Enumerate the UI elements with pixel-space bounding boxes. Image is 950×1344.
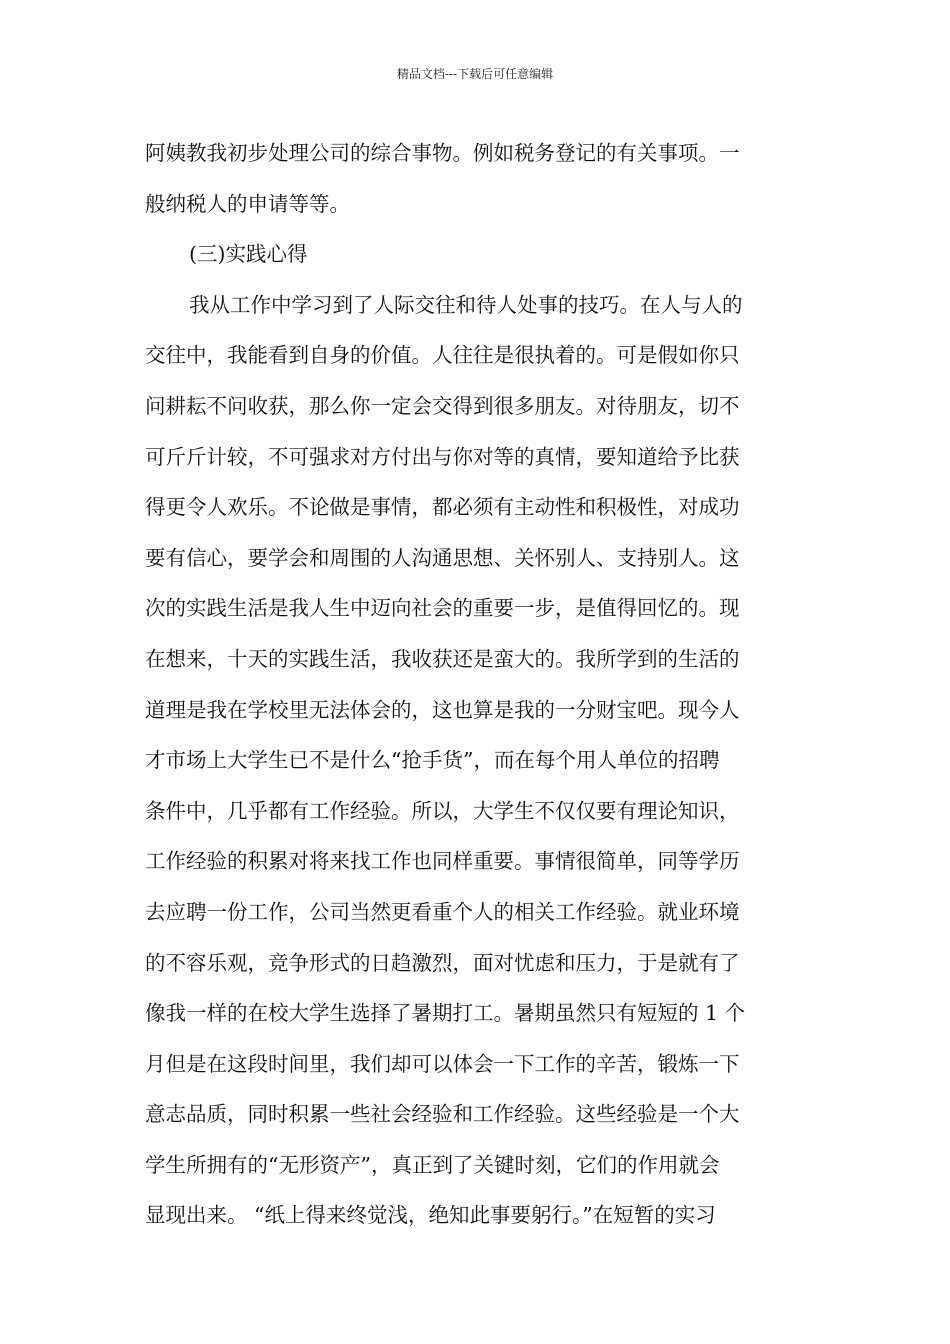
text-line: 条件中，几乎都有工作经验。所以，大学生不仅仅要有理论知识， — [145, 798, 740, 823]
text-line: 在想来，十天的实践生活，我收获还是蛮大的。我所学到的生活的 — [145, 646, 740, 671]
text-line: 阿姨教我初步处理公司的综合事物。例如税务登记的有关事项。一 — [145, 141, 740, 165]
text-line: 工作经验的积累对将来找工作也同样重要。事情很简单，同等学历 — [145, 849, 740, 874]
text-line: 得更令人欢乐。不论做是事情，都必须有主动性和积极性，对成功 — [145, 495, 740, 520]
text-line: 学生所拥有的“无形资产”，真正到了关键时刻，它们的作用就会 — [145, 1152, 720, 1177]
paragraph-first-line: 我从工作中学习到了人际交往和待人处事的技巧。在人与人的 — [189, 292, 743, 317]
text-line: 道理是我在学校里无法体会的，这也算是我的一分财宝吧。现今人 — [145, 697, 740, 722]
text-line: 意志品质，同时积累一些社会经验和工作经验。这些经验是一个大 — [145, 1102, 740, 1127]
text-line: 问耕耘不问收获，那么你一定会交得到很多朋友。对待朋友，切不 — [145, 393, 740, 418]
text-line: 月但是在这段时间里，我们却可以体会一下工作的辛苦，锻炼一下 — [145, 1051, 740, 1076]
text-line: 去应聘一份工作，公司当然更看重个人的相关工作经验。就业环境 — [145, 899, 740, 924]
text-line: 的不容乐观，竞争形式的日趋激烈，面对忧虑和压力，于是就有了 — [145, 950, 740, 975]
text-line: 才市场上大学生已不是什么“抢手货”，而在每个用人单位的招聘 — [145, 748, 720, 773]
page-header: 精品文档---下载后可任意编辑 — [396, 67, 554, 81]
text-line: 般纳税人的申请等等。 — [145, 191, 350, 216]
body-text — [145, 128, 815, 1241]
text-line: 显现出来。 “纸上得来终觉浅，绝知此事要躬行。”在短暂的实习 — [145, 1203, 716, 1228]
section-heading: (三)实践心得 — [189, 242, 308, 267]
text-line: 像我一样的在校大学生选择了暑期打工。暑期虽然只有短短的 1 个 — [145, 1001, 746, 1026]
text-line: 交往中，我能看到自身的价值。人往往是很执着的。可是假如你只 — [145, 343, 740, 368]
text-line: 可斤斤计较，不可强求对方付出与你对等的真情，要知道给予比获 — [145, 444, 740, 469]
text-line: 次的实践生活是我人生中迈向社会的重要一步，是值得回忆的。现 — [145, 596, 740, 621]
text-line: 要有信心，要学会和周围的人沟通思想、关怀别人、支持别人。这 — [145, 545, 740, 570]
